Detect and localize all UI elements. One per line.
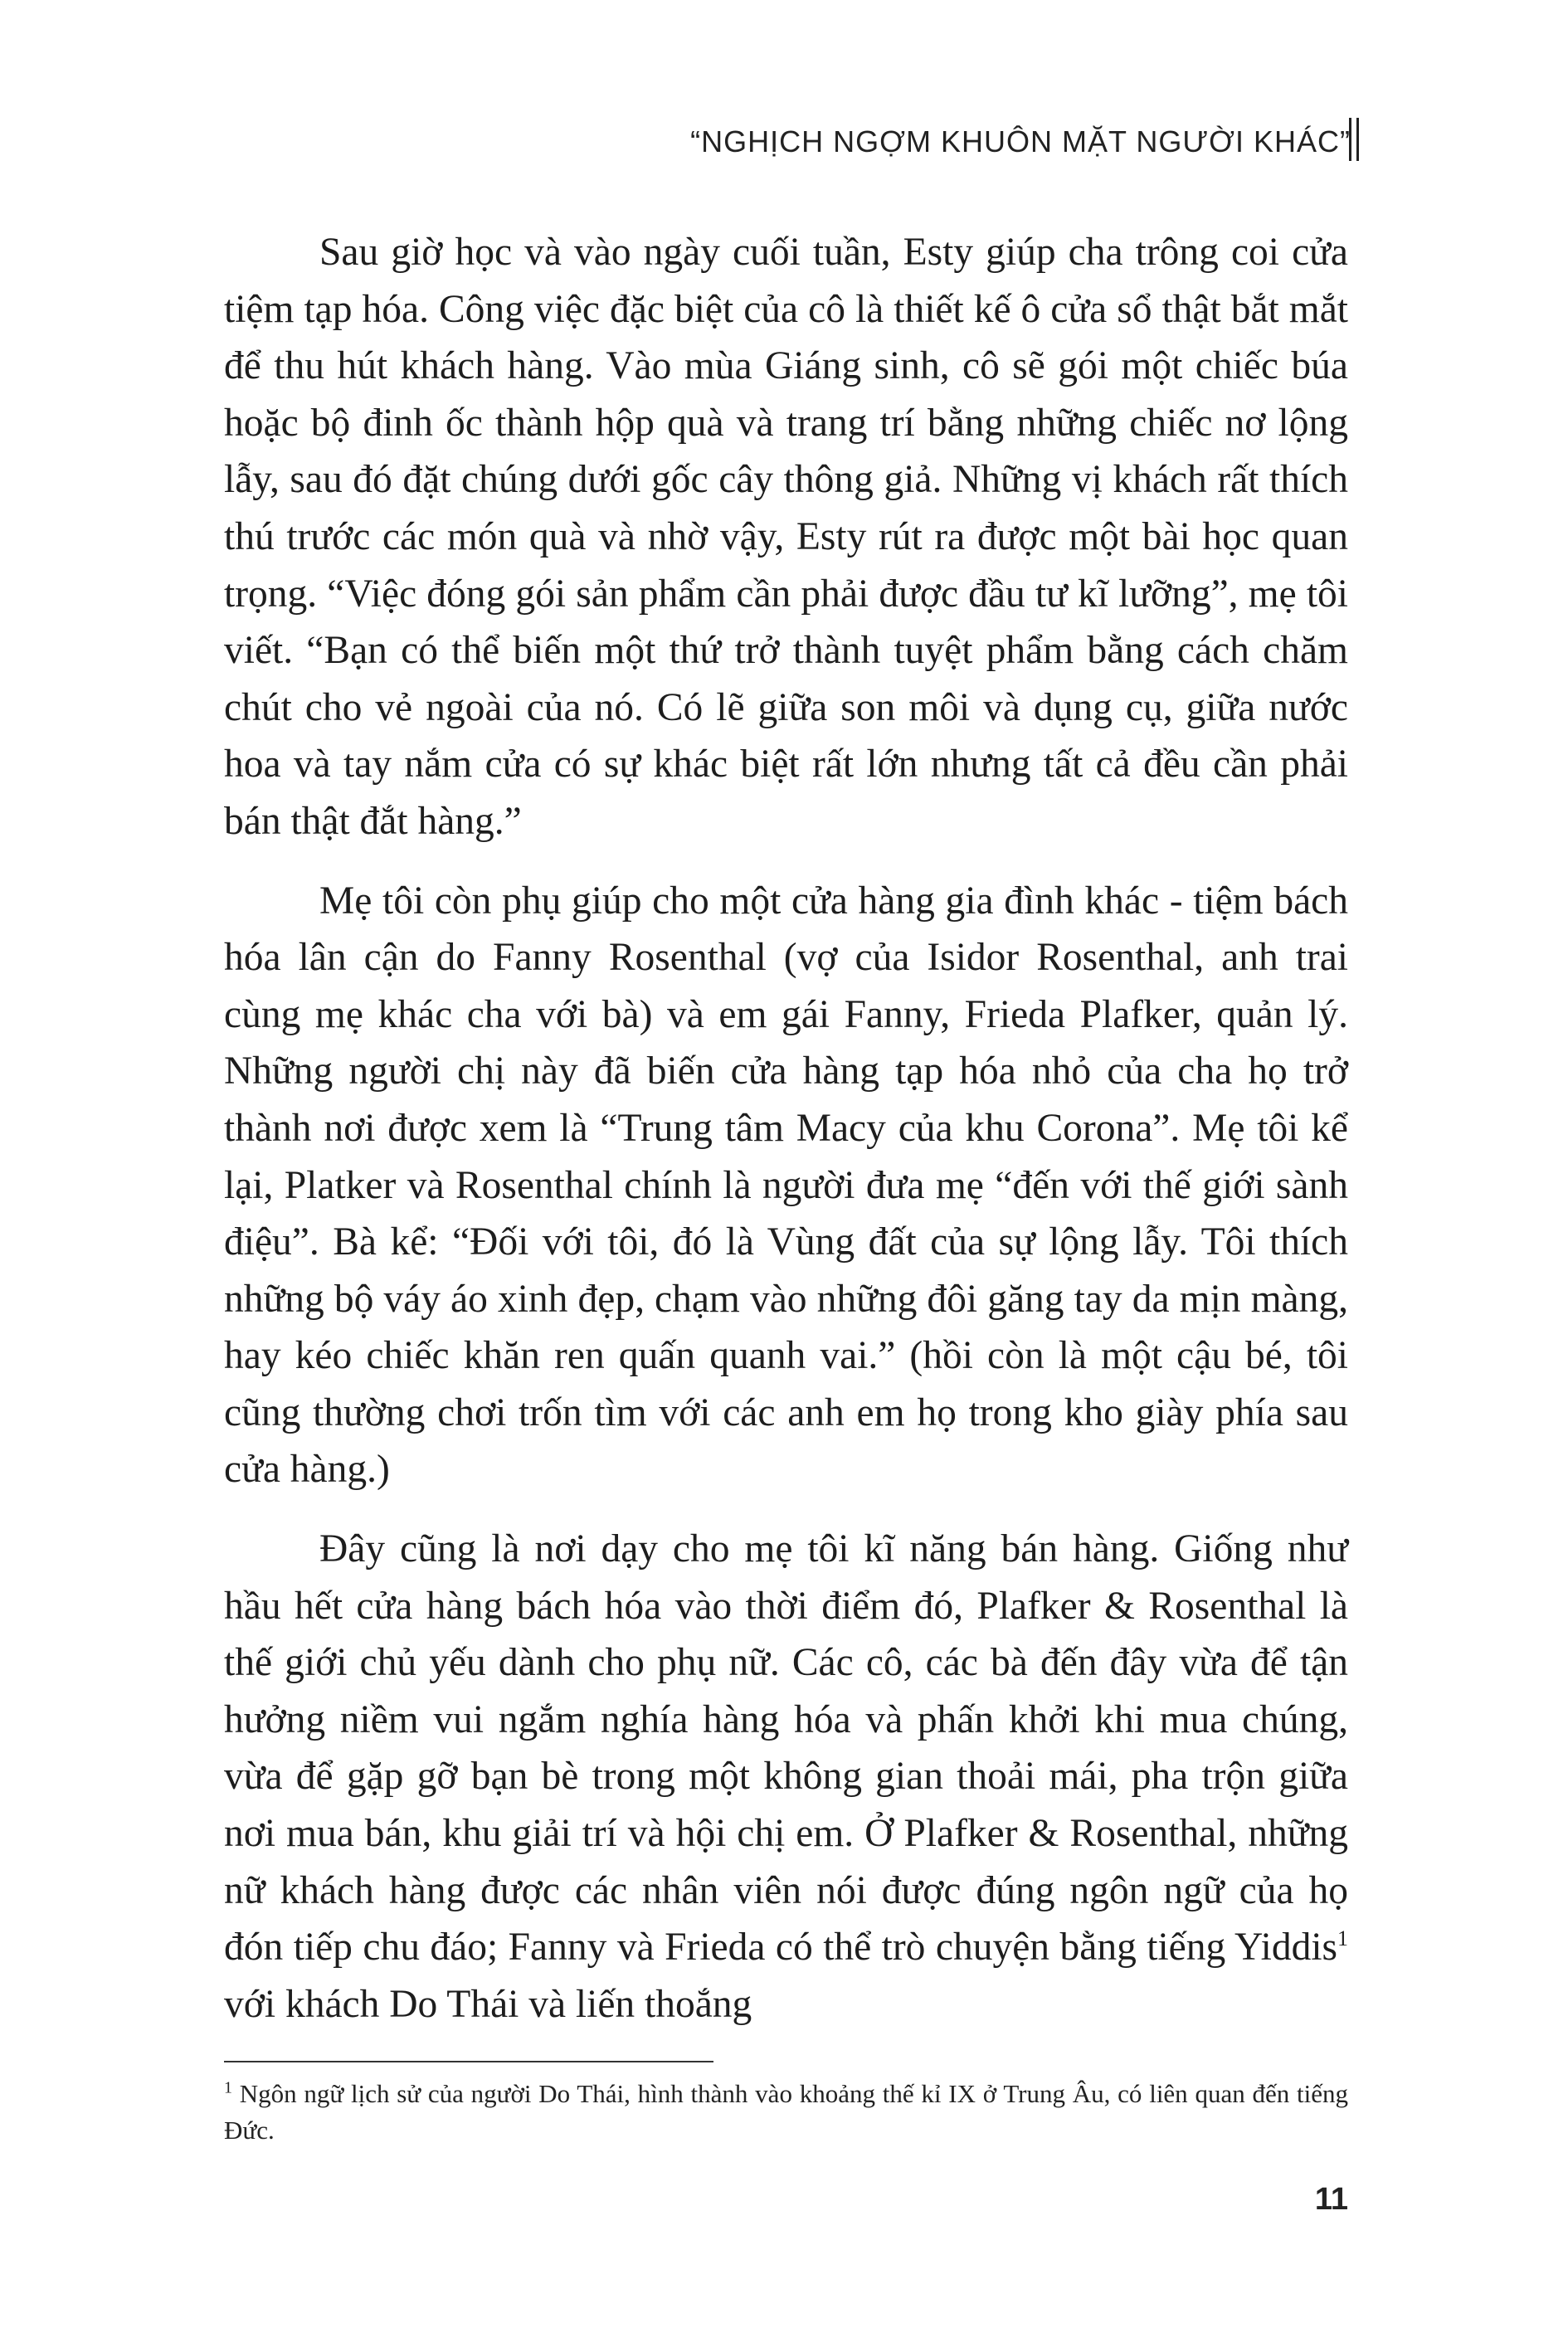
footnote-reference: 1 bbox=[1337, 1926, 1348, 1951]
paragraph-3 bbox=[224, 1521, 1348, 2033]
paragraph-3-text: Đây cũng là nơi dạy cho mẹ tôi kĩ năng bán hàng. Giống như hầu hết cửa hàng bách hóa vào thời điểm đó, Plafker & Rosenthal là thế giới chủ yếu dành cho phụ nữ. Các cô, các bà đến đây vừa để tận hưởng niềm vui ngắm nghía hàng hóa và phấn khởi khi mua chúng, vừa để gặp gỡ bạn bè trong một không gian thoải mái, pha trộn giữa nơi mua bán, khu giải trí và hội chị em. Ở Plafker & Rosenthal, những nữ khách hàng được các nhân viên nói được đúng ngôn ngữ của họ đón tiếp chu đáo; Fanny và Frieda có thể trò chuyện bằng tiếng Yiddis bbox=[224, 1527, 1348, 1970]
page-number: 11 bbox=[1314, 2182, 1348, 2217]
paragraph-1: Sau giờ học và vào ngày cuối tuần, Esty giúp cha trông coi cửa tiệm tạp hóa. Công việc đặc biệt của cô là thiết kế ô cửa sổ thật bắt mắt để thu hút khách hàng. Vào mùa Giáng sinh, cô sẽ gói một chiếc búa hoặc bộ đinh ốc thành hộp quà và trang trí bằng những chiếc nơ lộng lẫy, sau đó đặt chúng dưới gốc cây thông giả. Những vị khách rất thích thú trước các món quà và nhờ vậy, Esty rút ra được một bài học quan trọng. “Việc đóng gói sản phẩm cần phải được đầu tư kĩ lưỡng”, mẹ tôi viết. “Bạn có thể biến một thứ trở thành tuyệt phẩm bằng cách chăm chút cho vẻ ngoài của nó. Có lẽ giữa son môi và dụng cụ, giữa nước hoa và tay nắm cửa có sự khác biệt rất lớn nhưng tất cả đều cần phải bán thật đắt hàng.” bbox=[224, 231, 1348, 843]
running-header: “NGHỊCH NGỢM KHUÔN MẶT NGƯỜI KHÁC” bbox=[690, 124, 1351, 158]
paragraph-3-tail: với khách Do Thái và liến thoắng bbox=[224, 1982, 752, 2026]
footnote-separator bbox=[224, 2061, 713, 2062]
header-double-rule bbox=[1349, 118, 1359, 161]
footnote-marker: 1 bbox=[224, 2078, 232, 2097]
footnote-text: Ngôn ngữ lịch sử của người Do Thái, hình thành vào khoảng thế kỉ IX ở Trung Âu, có liên quan đến tiếng Đức. bbox=[224, 2079, 1348, 2145]
footnote bbox=[224, 2076, 1348, 2149]
paragraph-2: Mẹ tôi còn phụ giúp cho một cửa hàng gia đình khác - tiệm bách hóa lân cận do Fanny Rosenthal (vợ của Isidor Rosenthal, anh trai cùng mẹ khác cha với bà) và em gái Fanny, Frieda Plafker, quản lý. Những người chị này đã biến cửa hàng tạp hóa nhỏ của cha họ trở thành nơi được xem là “Trung tâm Macy của khu Corona”. Mẹ tôi kể lại, Platker và Rosenthal chính là người đưa mẹ “đến với thế giới sành điệu”. Bà kể: “Đối với tôi, đó là Vùng đất của sự lộng lẫy. Tôi thích những bộ váy áo xinh đẹp, chạm vào những đôi găng tay da mịn màng, hay kéo chiếc khăn ren quấn quanh vai.” (hồi còn là một cậu bé, tôi cũng thường chơi trốn tìm với các anh em họ trong kho giày phía sau cửa hàng.) bbox=[224, 879, 1348, 1492]
body-text bbox=[224, 224, 1348, 2033]
